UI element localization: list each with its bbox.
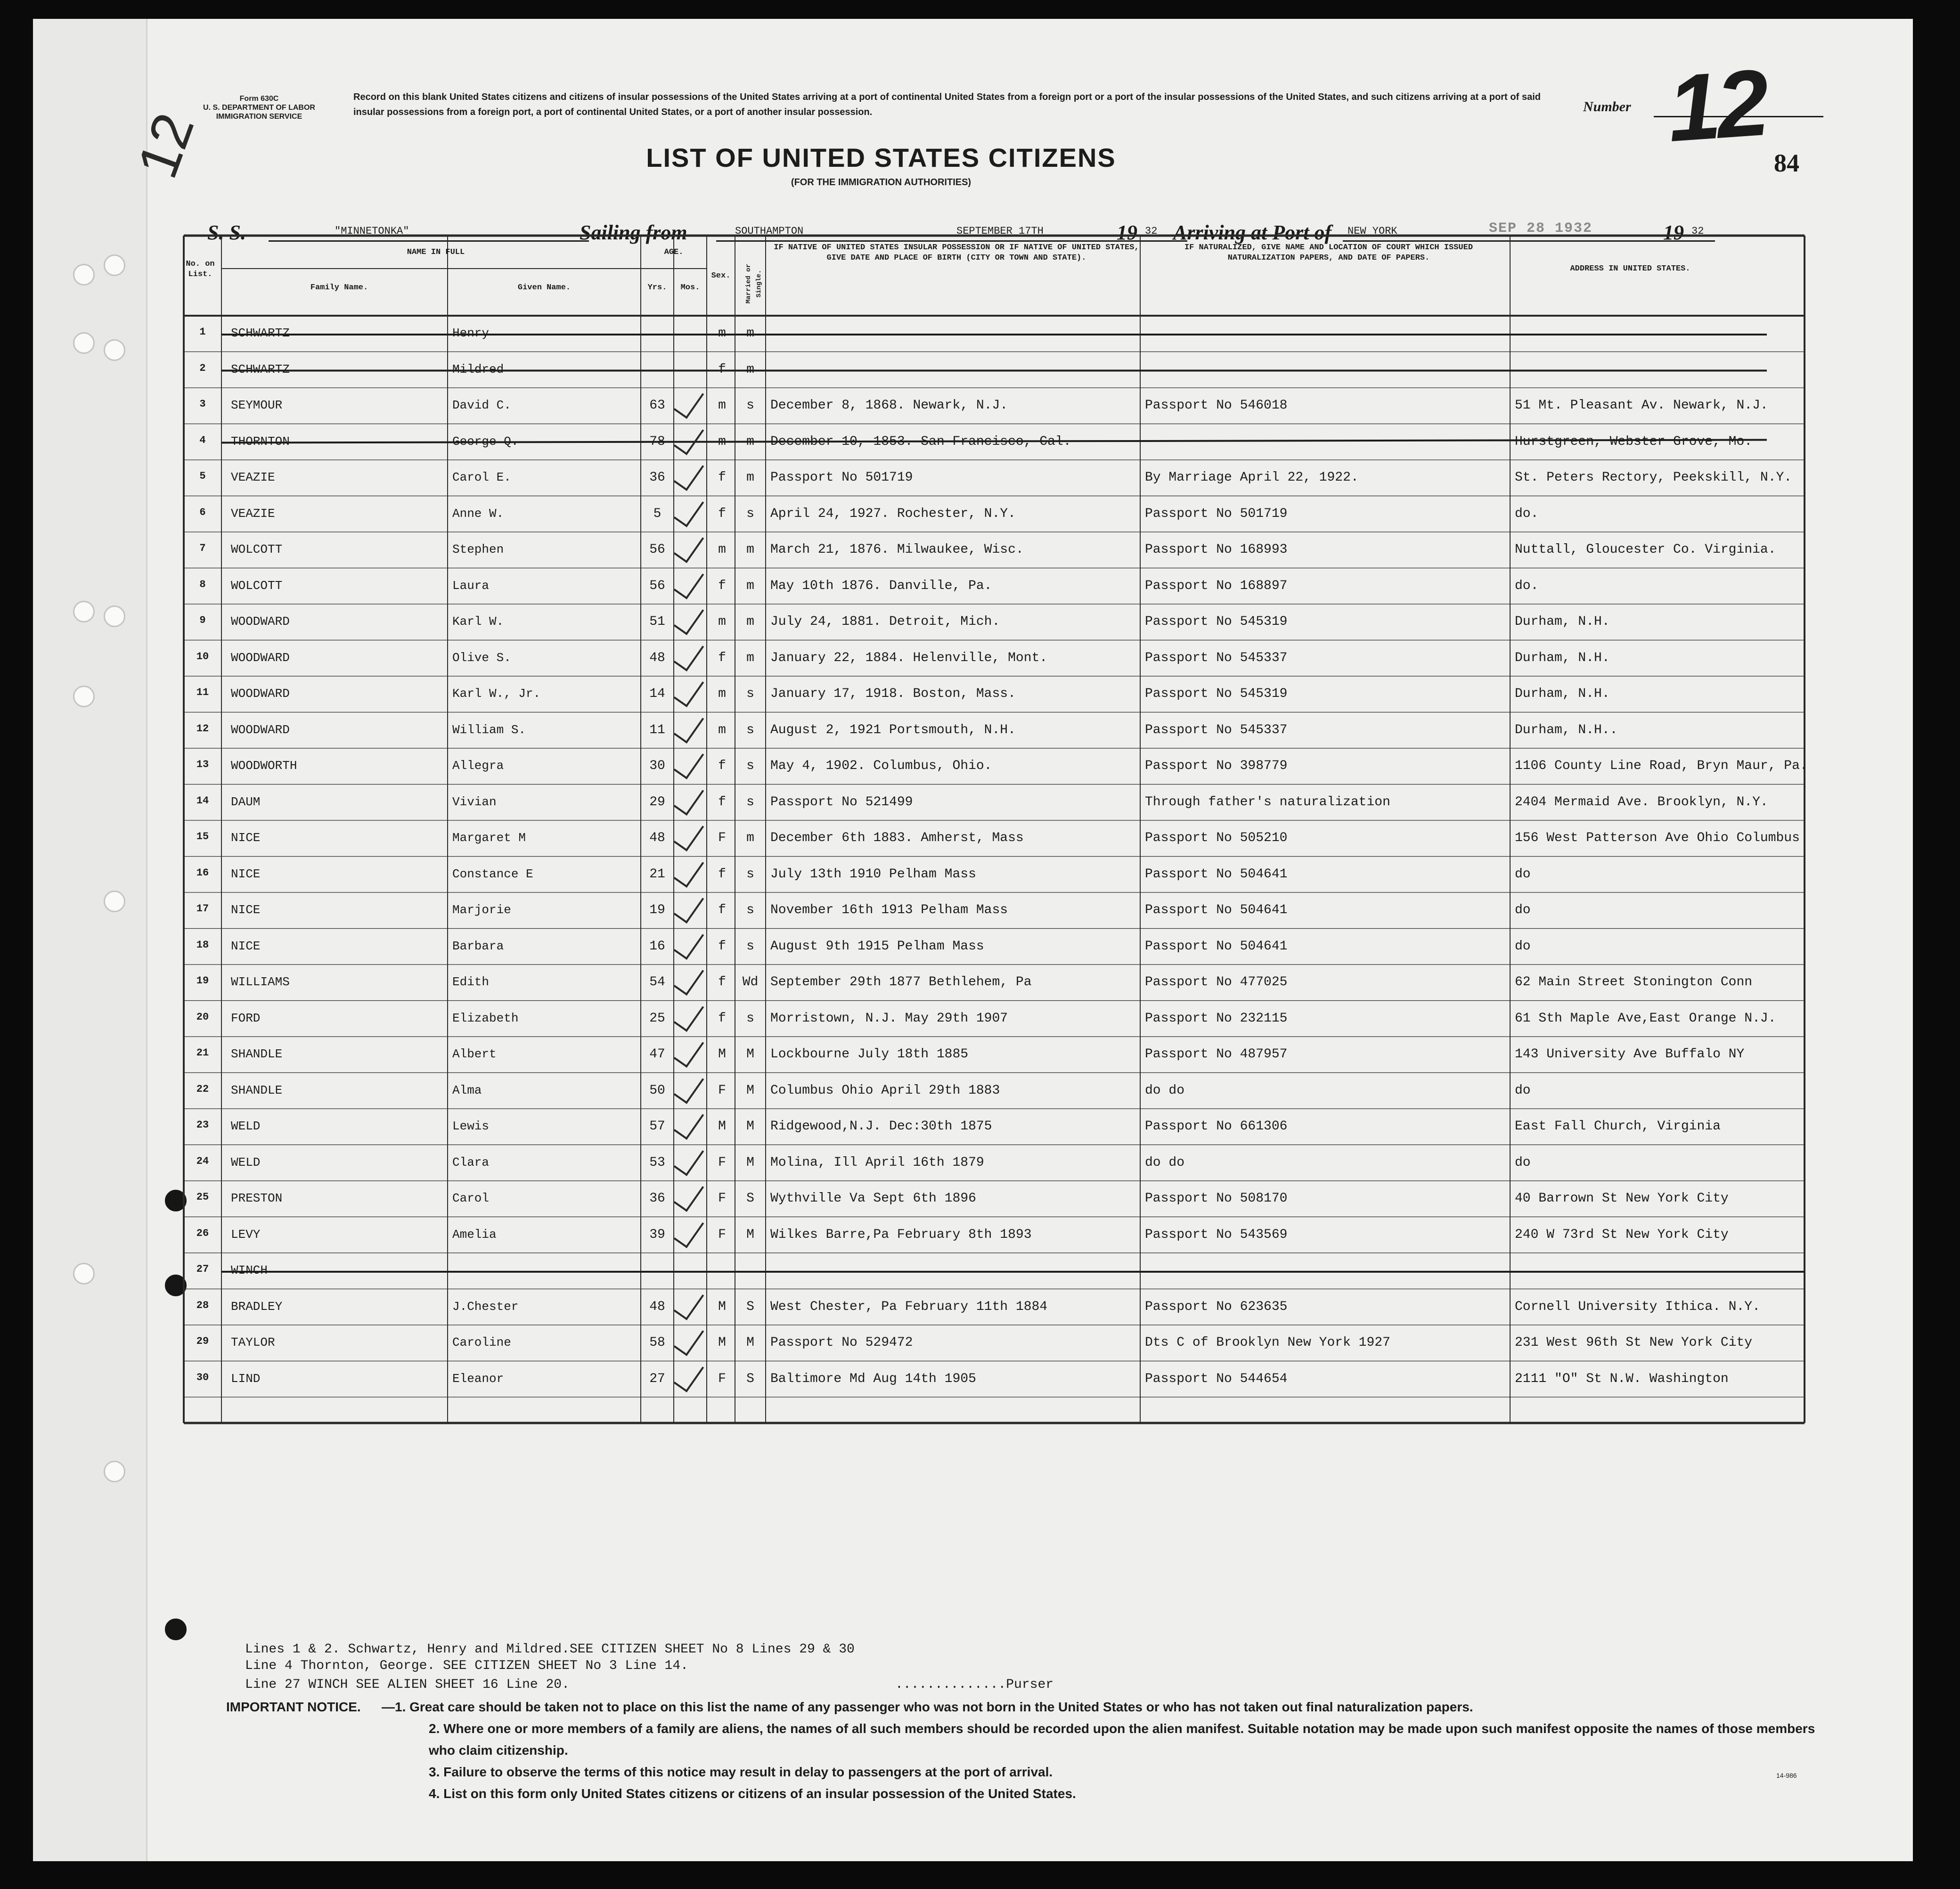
cell-addr: Durham, N.H.. xyxy=(1515,722,1618,737)
sailing-label: Sailing from xyxy=(580,221,687,244)
cell-age: 39 xyxy=(649,1227,665,1242)
cell-birth: May 4, 1902. Columbus, Ohio. xyxy=(770,759,992,773)
cell-family: WINCH xyxy=(231,1263,268,1277)
cell-addr: do xyxy=(1515,939,1531,954)
cell-age: 57 xyxy=(649,1119,665,1134)
cell-nat: Passport No 546018 xyxy=(1145,398,1288,413)
cell-given: Eleanor xyxy=(452,1371,504,1386)
cell-addr: do xyxy=(1515,903,1531,917)
cell-ms: s xyxy=(746,1011,754,1026)
cell-sex: F xyxy=(718,1227,726,1242)
cell-birth: July 13th 1910 Pelham Mass xyxy=(770,867,976,882)
cell-ms: m xyxy=(746,542,754,557)
cell-sex: f xyxy=(718,759,726,773)
cell-no: 18 xyxy=(196,939,209,951)
cell-family: SEYMOUR xyxy=(231,398,283,412)
cell-nat: Passport No 168897 xyxy=(1145,578,1288,593)
cell-addr: Hurstgreen, Webster Grove, Mo. xyxy=(1515,434,1753,449)
cell-given: Elizabeth xyxy=(452,1011,519,1025)
cell-nat: Passport No 398779 xyxy=(1145,759,1288,773)
cell-nat: Passport No 545337 xyxy=(1145,650,1288,665)
cell-no: 20 xyxy=(196,1011,209,1023)
cell-ms: M xyxy=(746,1119,754,1134)
cell-ms: S xyxy=(746,1191,754,1206)
cell-family: LEVY xyxy=(231,1227,261,1242)
departure-date: SEPTEMBER 17TH xyxy=(956,225,1044,237)
cell-no: 21 xyxy=(196,1047,209,1059)
cell-no: 12 xyxy=(196,722,209,735)
cell-given: George Q. xyxy=(452,434,519,449)
header-birth: IF NATIVE OF UNITED STATES INSULAR POSSESSION OR IF NATIVE OF UNITED STATES, GIVE DATE AND PLACE OF BIRTH (CITY OR TOWN AND STATE). xyxy=(774,243,1139,262)
cell-given: Henry xyxy=(452,326,490,340)
cell-family: DAUM xyxy=(231,794,261,809)
cell-age: 51 xyxy=(649,614,665,629)
notice-item: 2. Where one or more members of a family are aliens, the names of all such members should be recorded upon the alien manifest. Suitable notation may be made upon such manifest opposite the names of those members who claim citizenship. xyxy=(429,1721,1815,1758)
header-age: AGE. xyxy=(664,248,684,257)
notice-heading: IMPORTANT NOTICE. xyxy=(226,1700,361,1714)
cell-given: Carol E. xyxy=(452,470,511,484)
cell-nat: Passport No 487957 xyxy=(1145,1047,1288,1062)
cell-no: 11 xyxy=(196,687,209,698)
ship-name: "MINNETONKA" xyxy=(335,225,409,237)
cell-sex: f xyxy=(718,470,726,485)
cell-nat: By Marriage April 22, 1922. xyxy=(1145,470,1359,485)
page-title: LIST OF UNITED STATES CITIZENS xyxy=(646,143,1116,172)
cell-age: 29 xyxy=(649,794,665,810)
cell-birth: November 16th 1913 Pelham Mass xyxy=(770,903,1008,917)
cell-addr: Durham, N.H. xyxy=(1515,650,1610,665)
cell-addr: Nuttall, Gloucester Co. Virginia. xyxy=(1515,542,1776,557)
arrival-year: 32 xyxy=(1691,225,1704,237)
cell-addr: 143 University Ave Buffalo NY xyxy=(1515,1047,1745,1062)
year-prefix: 19 xyxy=(1117,221,1137,244)
cell-ms: s xyxy=(746,794,754,810)
cell-sex: F xyxy=(718,1155,726,1170)
cell-sex: f xyxy=(718,794,726,810)
cell-no: 27 xyxy=(196,1263,209,1275)
cell-sex: f xyxy=(718,362,726,377)
cell-age: 56 xyxy=(649,578,665,593)
cell-age: 36 xyxy=(649,1191,665,1206)
cell-addr: do xyxy=(1515,867,1531,882)
cell-family: FORD xyxy=(231,1011,261,1025)
cell-nat: Passport No 504641 xyxy=(1145,903,1288,917)
cell-given: Vivian xyxy=(452,794,497,809)
cell-birth: September 29th 1877 Bethlehem, Pa xyxy=(770,975,1032,989)
cell-sex: m xyxy=(718,326,726,341)
cell-given: Constance E xyxy=(452,867,533,881)
cell-ms: M xyxy=(746,1083,754,1098)
cell-birth: Baltimore Md Aug 14th 1905 xyxy=(770,1371,976,1386)
form-instructions: Record on this blank United States citizens and citizens of insular possessions of the United States arriving at a port of continental United States from a foreign port or a port of the insular possessions of the United States, and such citizens arriving at a port of said insular possessions from a foreign port, a port of continental United States, or a port of another insular possession. xyxy=(353,92,1541,117)
cell-addr: 1106 County Line Road, Bryn Maur, Pa. xyxy=(1515,759,1808,773)
cell-nat: Passport No 477025 xyxy=(1145,975,1288,989)
cell-birth: December 6th 1883. Amherst, Mass xyxy=(770,831,1024,845)
cell-addr: Cornell University Ithica. N.Y. xyxy=(1515,1299,1760,1314)
cell-ms: m xyxy=(746,831,754,845)
cell-sex: M xyxy=(718,1119,726,1134)
footer-note: Line 4 Thornton, George. SEE CITIZEN SHEET No 3 Line 14. xyxy=(245,1659,688,1673)
cell-no: 28 xyxy=(196,1299,209,1311)
form-code: 14-986 xyxy=(1776,1772,1797,1779)
cell-nat: Passport No 545319 xyxy=(1145,687,1288,701)
cell-given: Edith xyxy=(452,975,490,989)
cell-birth: December 8, 1868. Newark, N.J. xyxy=(770,398,1008,413)
cell-family: PRESTON xyxy=(231,1191,283,1205)
cell-no: 1 xyxy=(199,326,206,338)
cell-family: WOODWARD xyxy=(231,650,290,665)
cell-addr: 40 Barrown St New York City xyxy=(1515,1191,1729,1206)
cell-nat: Passport No 505210 xyxy=(1145,831,1288,845)
cell-addr: 61 Sth Maple Ave,East Orange N.J. xyxy=(1515,1011,1776,1026)
notice-item: —1. Great care should be taken not to place on this list the name of any passenger who was not born in the United States or who has not taken out final naturalization papers. xyxy=(382,1700,1473,1714)
cell-birth: December 10, 1853. San Francisco, Cal. xyxy=(770,434,1071,449)
cell-birth: Ridgewood,N.J. Dec:30th 1875 xyxy=(770,1119,992,1134)
cell-sex: f xyxy=(718,903,726,917)
cell-addr: 2111 "O" St N.W. Washington xyxy=(1515,1371,1729,1386)
cell-birth: Morristown, N.J. May 29th 1907 xyxy=(770,1011,1008,1026)
cell-given: William S. xyxy=(452,722,526,737)
cell-nat: Passport No 661306 xyxy=(1145,1119,1288,1134)
cell-ms: m xyxy=(746,614,754,629)
cell-sex: F xyxy=(718,1371,726,1386)
cell-no: 14 xyxy=(196,794,209,807)
cell-age: 48 xyxy=(649,1299,665,1314)
cell-birth: Wythville Va Sept 6th 1896 xyxy=(770,1191,976,1206)
cell-family: BRADLEY xyxy=(231,1299,283,1314)
cell-age: 53 xyxy=(649,1155,665,1170)
cell-sex: m xyxy=(718,398,726,413)
footer-note: Line 27 WINCH SEE ALIEN SHEET 16 Line 20. xyxy=(245,1677,570,1692)
arrival-port: NEW YORK xyxy=(1348,225,1397,237)
cell-sex: M xyxy=(718,1047,726,1062)
cell-nat: Passport No 545337 xyxy=(1145,722,1288,737)
page-subtitle: (FOR THE IMMIGRATION AUTHORITIES) xyxy=(791,177,972,188)
cell-given: Clara xyxy=(452,1155,490,1169)
cell-sex: f xyxy=(718,939,726,954)
notice-item: 4. List on this form only United States citizens or citizens of an insular possession of the United States. xyxy=(429,1786,1076,1801)
cell-no: 15 xyxy=(196,831,209,842)
cell-nat: Passport No 504641 xyxy=(1145,867,1288,882)
cell-given: Margaret M xyxy=(452,831,526,845)
cell-family: VEAZIE xyxy=(231,470,275,484)
cell-ms: Wd xyxy=(742,975,759,989)
cell-sex: f xyxy=(718,506,726,521)
cell-age: 19 xyxy=(649,903,665,917)
cell-age: 63 xyxy=(649,398,665,413)
cell-family: VEAZIE xyxy=(231,506,275,521)
cell-birth: Passport No 529472 xyxy=(770,1335,913,1350)
cell-nat: Passport No 232115 xyxy=(1145,1011,1288,1026)
cell-nat: Passport No 543569 xyxy=(1145,1227,1288,1242)
cell-sex: f xyxy=(718,650,726,665)
cell-given: Allegra xyxy=(452,759,504,773)
cell-sex: m xyxy=(718,614,726,629)
cell-family: SHANDLE xyxy=(231,1047,283,1061)
cell-age: 27 xyxy=(649,1371,665,1386)
cell-addr: Durham, N.H. xyxy=(1515,687,1610,701)
cell-ms: s xyxy=(746,687,754,701)
cell-given: Barbara xyxy=(452,939,504,953)
cell-no: 7 xyxy=(199,542,206,554)
cell-ms: m xyxy=(746,470,754,485)
cell-age: 30 xyxy=(649,759,665,773)
received-date-stamp: SEP 28 1932 xyxy=(1489,221,1593,237)
cell-addr: 231 West 96th St New York City xyxy=(1515,1335,1753,1350)
cell-ms: m xyxy=(746,362,754,377)
cell-addr: 62 Main Street Stonington Conn xyxy=(1515,975,1753,989)
cell-family: TAYLOR xyxy=(231,1335,275,1349)
cell-birth: Passport No 521499 xyxy=(770,794,913,810)
cell-birth: Columbus Ohio April 29th 1883 xyxy=(770,1083,1000,1098)
cell-no: 17 xyxy=(196,903,209,915)
cell-addr: do xyxy=(1515,1083,1531,1098)
cell-sex: f xyxy=(718,867,726,882)
cell-nat: Dts C of Brooklyn New York 1927 xyxy=(1145,1335,1390,1350)
cell-ms: m xyxy=(746,578,754,593)
cell-ms: s xyxy=(746,506,754,521)
cell-ms: m xyxy=(746,650,754,665)
cell-addr: 2404 Mermaid Ave. Brooklyn, N.Y. xyxy=(1515,794,1768,810)
cell-family: WILLIAMS xyxy=(231,975,290,989)
cell-family: SCHWARTZ xyxy=(231,362,290,376)
cell-given: Lewis xyxy=(452,1119,490,1133)
cell-sex: m xyxy=(718,434,726,449)
cell-no: 16 xyxy=(196,867,209,879)
cell-age: 48 xyxy=(649,650,665,665)
cell-birth: Wilkes Barre,Pa February 8th 1893 xyxy=(770,1227,1032,1242)
header-months: Mos. xyxy=(680,283,700,292)
cell-nat: Passport No 508170 xyxy=(1145,1191,1288,1206)
cell-family: WOODWARD xyxy=(231,614,290,629)
cell-sex: f xyxy=(718,578,726,593)
cell-nat: do do xyxy=(1145,1155,1185,1170)
cell-family: WOLCOTT xyxy=(231,578,283,593)
cell-no: 19 xyxy=(196,975,209,987)
header-given-name: Given Name. xyxy=(517,283,571,292)
cell-no: 5 xyxy=(199,470,206,482)
header-address: ADDRESS IN UNITED STATES. xyxy=(1570,264,1690,273)
cell-ms: m xyxy=(746,326,754,341)
page-stamp-number: 84 xyxy=(1774,149,1799,177)
cell-family: WOODWARD xyxy=(231,687,290,701)
notice-item: 3. Failure to observe the terms of this notice may result in delay to passengers at the port of arrival. xyxy=(429,1765,1053,1779)
purser-signature-line: ..............Purser xyxy=(895,1677,1054,1692)
cell-sex: m xyxy=(718,687,726,701)
header-family-name: Family Name. xyxy=(310,283,368,292)
cell-sex: m xyxy=(718,542,726,557)
cell-addr: 240 W 73rd St New York City xyxy=(1515,1227,1729,1242)
cell-birth: August 9th 1915 Pelham Mass xyxy=(770,939,984,954)
cell-age: 47 xyxy=(649,1047,665,1062)
cell-given: J.Chester xyxy=(452,1299,519,1314)
cell-birth: August 2, 1921 Portsmouth, N.H. xyxy=(770,722,1016,737)
cell-addr: do. xyxy=(1515,578,1539,593)
cell-no: 13 xyxy=(196,759,209,770)
cell-ms: s xyxy=(746,939,754,954)
cell-given: Amelia xyxy=(452,1227,497,1242)
cell-sex: f xyxy=(718,1011,726,1026)
cell-age: 58 xyxy=(649,1335,665,1350)
cell-family: WELD xyxy=(231,1119,261,1133)
cell-sex: F xyxy=(718,1083,726,1098)
cell-no: 4 xyxy=(199,434,206,446)
cell-no: 24 xyxy=(196,1155,209,1167)
cell-ms: S xyxy=(746,1299,754,1314)
cell-no: 30 xyxy=(196,1371,209,1383)
cell-no: 26 xyxy=(196,1227,209,1239)
cell-ms: s xyxy=(746,759,754,773)
cell-birth: Passport No 501719 xyxy=(770,470,913,485)
cell-given: Karl W. xyxy=(452,614,504,629)
cell-no: 2 xyxy=(199,362,206,374)
cell-age: 14 xyxy=(649,687,665,701)
header-sex: Sex. xyxy=(711,271,731,280)
cell-birth: Lockbourne July 18th 1885 xyxy=(770,1047,969,1062)
cell-ms: M xyxy=(746,1155,754,1170)
cell-ms: s xyxy=(746,722,754,737)
cell-given: Anne W. xyxy=(452,506,504,521)
cell-age: 5 xyxy=(653,506,662,521)
cell-no: 6 xyxy=(199,506,206,518)
cell-nat: Passport No 168993 xyxy=(1145,542,1288,557)
cell-family: LIND xyxy=(231,1371,261,1386)
departure-port: SOUTHAMPTON xyxy=(735,225,804,237)
manifest-page xyxy=(33,19,1913,1861)
cell-addr: do xyxy=(1515,1155,1531,1170)
cell-nat: Passport No 544654 xyxy=(1145,1371,1288,1386)
cell-age: 25 xyxy=(649,1011,665,1026)
cell-given: David C. xyxy=(452,398,511,412)
sheet-number: 12 xyxy=(1664,50,1769,162)
cell-age: 54 xyxy=(649,975,665,989)
cell-addr: 156 West Patterson Ave Ohio Columbus xyxy=(1515,831,1800,845)
cell-ms: M xyxy=(746,1047,754,1062)
cell-given: Stephen xyxy=(452,542,504,556)
cell-birth: January 22, 1884. Helenville, Mont. xyxy=(770,650,1048,665)
cell-given: Olive S. xyxy=(452,650,511,665)
cell-birth: April 24, 1927. Rochester, N.Y. xyxy=(770,506,1016,521)
header-years: Yrs. xyxy=(647,283,667,292)
cell-age: 48 xyxy=(649,831,665,845)
cell-nat: Passport No 623635 xyxy=(1145,1299,1288,1314)
cell-addr: St. Peters Rectory, Peekskill, N.Y. xyxy=(1515,470,1792,485)
cell-no: 29 xyxy=(196,1335,209,1347)
cell-addr: Durham, N.H. xyxy=(1515,614,1610,629)
cell-age: 56 xyxy=(649,542,665,557)
cell-birth: March 21, 1876. Milwaukee, Wisc. xyxy=(770,542,1024,557)
cell-family: SHANDLE xyxy=(231,1083,283,1097)
cell-age: 11 xyxy=(649,722,665,737)
cell-family: THORNTON xyxy=(231,434,290,449)
cell-ms: s xyxy=(746,903,754,917)
cell-given: Marjorie xyxy=(452,903,511,917)
cell-birth: West Chester, Pa February 11th 1884 xyxy=(770,1299,1048,1314)
cell-birth: May 10th 1876. Danville, Pa. xyxy=(770,578,992,593)
cell-family: NICE xyxy=(231,831,261,845)
cell-sex: m xyxy=(718,722,726,737)
cell-sex: F xyxy=(718,831,726,845)
cell-ms: s xyxy=(746,867,754,882)
cell-no: 10 xyxy=(196,650,209,662)
header-no: No. on List. xyxy=(186,260,215,279)
cell-age: 36 xyxy=(649,470,665,485)
cell-given: Carol xyxy=(452,1191,490,1205)
header-married-single: Married or Single. xyxy=(745,264,763,304)
cell-ms: s xyxy=(746,398,754,413)
cell-ms: M xyxy=(746,1227,754,1242)
cell-given: Albert xyxy=(452,1047,497,1061)
form-identifier: Form 630C U. S. DEPARTMENT OF LABOR IMMIGRATION SERVICE xyxy=(203,95,315,121)
cell-no: 9 xyxy=(199,614,206,626)
cell-family: NICE xyxy=(231,939,261,953)
cell-given: Alma xyxy=(452,1083,482,1097)
cell-family: WOLCOTT xyxy=(231,542,283,556)
cell-no: 22 xyxy=(196,1083,209,1095)
ss-label: S. S. xyxy=(207,221,246,244)
cell-family: WOODWORTH xyxy=(231,759,297,773)
cell-birth: Molina, Ill April 16th 1879 xyxy=(770,1155,984,1170)
cell-sex: M xyxy=(718,1335,726,1350)
cell-addr: 51 Mt. Pleasant Av. Newark, N.J. xyxy=(1515,398,1768,413)
cell-addr: East Fall Church, Virginia xyxy=(1515,1119,1721,1134)
cell-birth: January 17, 1918. Boston, Mass. xyxy=(770,687,1016,701)
cell-family: NICE xyxy=(231,867,261,881)
cell-age: 78 xyxy=(649,434,665,449)
cell-nat: Through father's naturalization xyxy=(1145,794,1390,810)
cell-given: Mildred xyxy=(452,362,504,376)
cell-age: 16 xyxy=(649,939,665,954)
departure-year: 32 xyxy=(1145,225,1158,237)
header-naturalization: IF NATURALIZED, GIVE NAME AND LOCATION OF COURT WHICH ISSUED NATURALIZATION PAPERS, AND DATE OF PAPERS. xyxy=(1184,243,1473,262)
cell-given: Caroline xyxy=(452,1335,511,1349)
cell-sex: M xyxy=(718,1299,726,1314)
cell-ms: m xyxy=(746,434,754,449)
cell-nat: Passport No 504641 xyxy=(1145,939,1288,954)
footer-note: Lines 1 & 2. Schwartz, Henry and Mildred.SEE CITIZEN SHEET No 8 Lines 29 & 30 xyxy=(245,1642,855,1657)
cell-no: 3 xyxy=(199,398,206,410)
number-label: Number xyxy=(1583,99,1631,114)
cell-nat: Passport No 501719 xyxy=(1145,506,1288,521)
cell-addr: do. xyxy=(1515,506,1539,521)
cell-sex: f xyxy=(718,975,726,989)
cell-family: WELD xyxy=(231,1155,261,1169)
cell-given: Karl W., Jr. xyxy=(452,687,541,701)
cell-ms: M xyxy=(746,1335,754,1350)
cell-nat: Passport No 545319 xyxy=(1145,614,1288,629)
cell-age: 50 xyxy=(649,1083,665,1098)
header-name-in-full: NAME IN FULL xyxy=(407,248,465,257)
margin-handwritten-number: 12 xyxy=(125,105,206,186)
cell-family: NICE xyxy=(231,903,261,917)
arrival-year-prefix: 19 xyxy=(1663,221,1684,244)
arriving-label: Arriving at Port of xyxy=(1173,221,1332,244)
cell-nat: do do xyxy=(1145,1083,1185,1098)
cell-age: 21 xyxy=(649,867,665,882)
cell-no: 23 xyxy=(196,1119,209,1131)
cell-birth: July 24, 1881. Detroit, Mich. xyxy=(770,614,1000,629)
cell-family: SCHWARTZ xyxy=(231,326,290,340)
cell-no: 8 xyxy=(199,578,206,590)
cell-family: WOODWARD xyxy=(231,722,290,737)
cell-ms: S xyxy=(746,1371,754,1386)
cell-given: Laura xyxy=(452,578,490,593)
cell-sex: F xyxy=(718,1191,726,1206)
cell-no: 25 xyxy=(196,1191,209,1203)
